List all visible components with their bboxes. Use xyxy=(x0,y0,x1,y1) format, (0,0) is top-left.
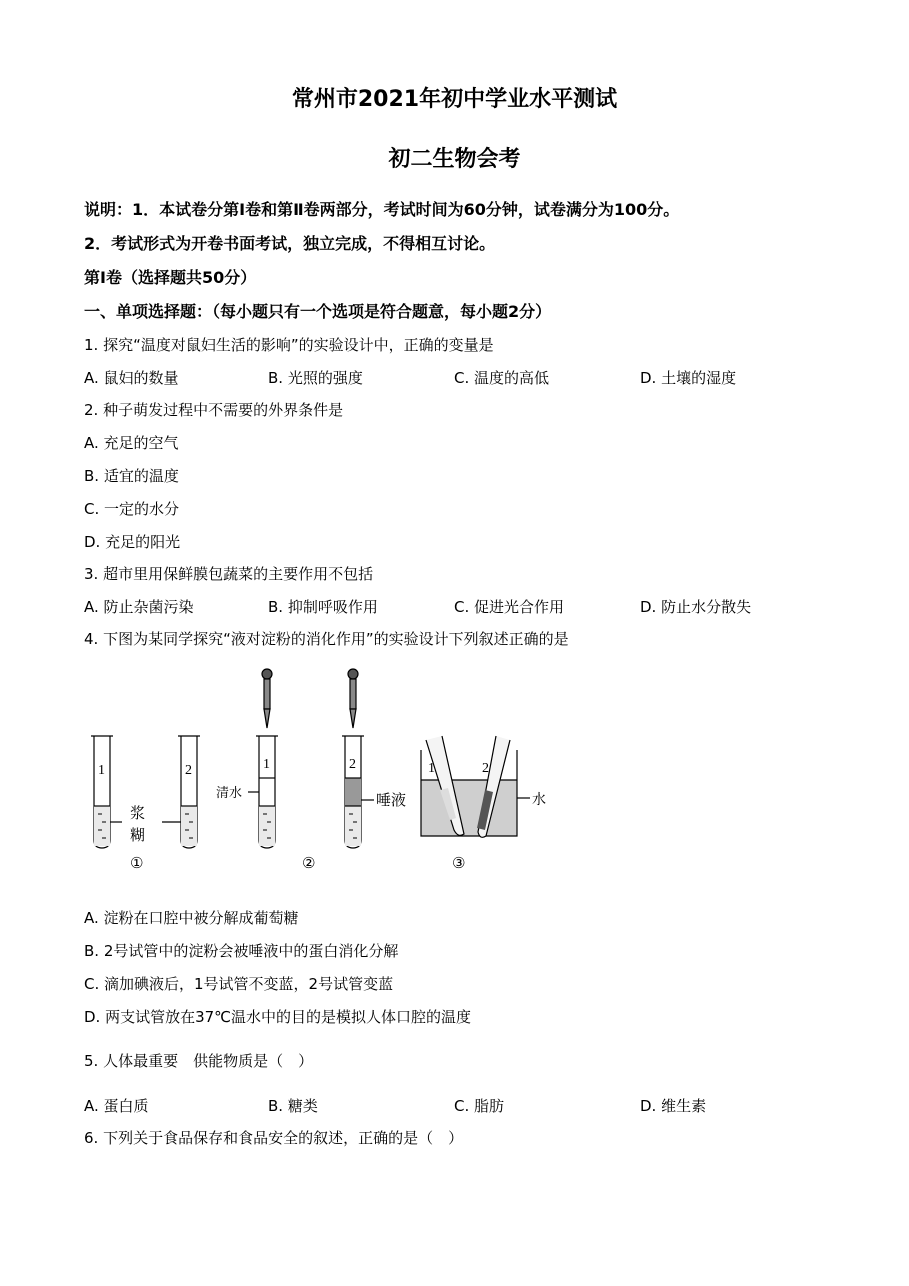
question-4-option-b: B. 2号试管中的淀粉会被唾液中的蛋白消化分解 xyxy=(84,942,399,960)
clear-water-label: 清水 xyxy=(216,786,243,801)
dropper-1 xyxy=(262,669,272,728)
question-1-option-a: A. 鼠妇的数量 xyxy=(84,369,179,387)
tube-1-label-step1: 1 xyxy=(98,763,105,778)
question-3-option-d: D. 防止水分散失 xyxy=(640,598,752,616)
question-2-option-a: A. 充足的空气 xyxy=(84,434,179,452)
question-4-option-d: D. 两支试管放在37℃温水中的目的是模拟人体口腔的温度 xyxy=(84,1008,472,1026)
experiment-figure xyxy=(80,660,550,880)
water-bath-label: 水 xyxy=(532,792,546,808)
test-tube-1-step2 xyxy=(256,736,278,848)
tube-2-label-step3: 2 xyxy=(482,761,489,776)
question-3-stem: 3. 超市里用保鲜膜包蔬菜的主要作用不包括 xyxy=(84,565,374,583)
test-tube-1-step1 xyxy=(91,736,113,848)
tube-2-label-step1: 2 xyxy=(185,763,192,778)
question-2-option-c: C. 一定的水分 xyxy=(84,500,180,518)
test-tube-2-step2 xyxy=(342,736,364,848)
test-tube-2-step1 xyxy=(178,736,200,848)
question-3-option-a: A. 防止杂菌污染 xyxy=(84,598,194,616)
question-4-option-a: A. 淀粉在口腔中被分解成葡萄糖 xyxy=(84,909,299,927)
question-1-stem: 1. 探究“温度对鼠妇生活的影响”的实验设计中，正确的变量是 xyxy=(84,336,494,354)
question-5-option-d: D. 维生素 xyxy=(640,1097,707,1115)
question-2-option-d: D. 充足的阳光 xyxy=(84,533,181,551)
step-1-marker: ① xyxy=(130,854,144,872)
question-5-option-a: A. 蛋白质 xyxy=(84,1097,149,1115)
paste-label-top: 浆 xyxy=(130,804,146,822)
step-2-marker: ② xyxy=(302,854,316,872)
question-2-stem: 2. 种子萌发过程中不需要的外界条件是 xyxy=(84,401,344,419)
question-3-option-c: C. 促进光合作用 xyxy=(454,598,565,616)
question-5-option-c: C. 脂肪 xyxy=(454,1097,505,1115)
page-subtitle: 初二生物会考 xyxy=(388,147,521,172)
dropper-2 xyxy=(348,669,358,728)
section-heading: 一、单项选择题：（每小题只有一个选项是符合题意，每小题2分） xyxy=(84,302,552,321)
page-title: 常州市2021年初中学业水平测试 xyxy=(291,87,618,112)
question-1-option-b: B. 光照的强度 xyxy=(268,369,363,387)
saliva-label: 唾液 xyxy=(376,791,407,809)
question-1-option-c: C. 温度的高低 xyxy=(454,369,550,387)
step-3-marker: ③ xyxy=(452,854,466,872)
tube-1-label-step2: 1 xyxy=(263,757,270,772)
tube-2-label-step2: 2 xyxy=(349,757,356,772)
tube-1-label-step3: 1 xyxy=(428,761,435,776)
question-5-stem: 5. 人体最重要 供能物质是（ ） xyxy=(84,1052,314,1070)
question-1-option-d: D. 土壤的湿度 xyxy=(640,369,737,387)
question-2-option-b: B. 适宜的温度 xyxy=(84,467,179,485)
instruction-note-2: 2．考试形式为开卷书面考试，独立完成，不得相互讨论。 xyxy=(84,234,496,253)
question-3-option-b: B. 抑制呼吸作用 xyxy=(268,598,378,616)
instruction-note-1: 说明：1．本试卷分第Ⅰ卷和第Ⅱ卷两部分，考试时间为60分钟，试卷满分为100分。 xyxy=(84,200,680,219)
question-4-stem: 4. 下图为某同学探究“液对淀粉的消化作用”的实验设计下列叙述正确的是 xyxy=(84,630,569,648)
question-6-stem: 6. 下列关于食品保存和食品安全的叙述，正确的是（ ） xyxy=(84,1129,464,1147)
question-5-option-b: B. 糖类 xyxy=(268,1097,318,1115)
part-heading: 第Ⅰ卷（选择题共50分） xyxy=(84,268,257,287)
question-4-option-c: C. 滴加碘液后，1号试管不变蓝，2号试管变蓝 xyxy=(84,975,394,993)
paste-label-bottom: 糊 xyxy=(130,826,146,844)
